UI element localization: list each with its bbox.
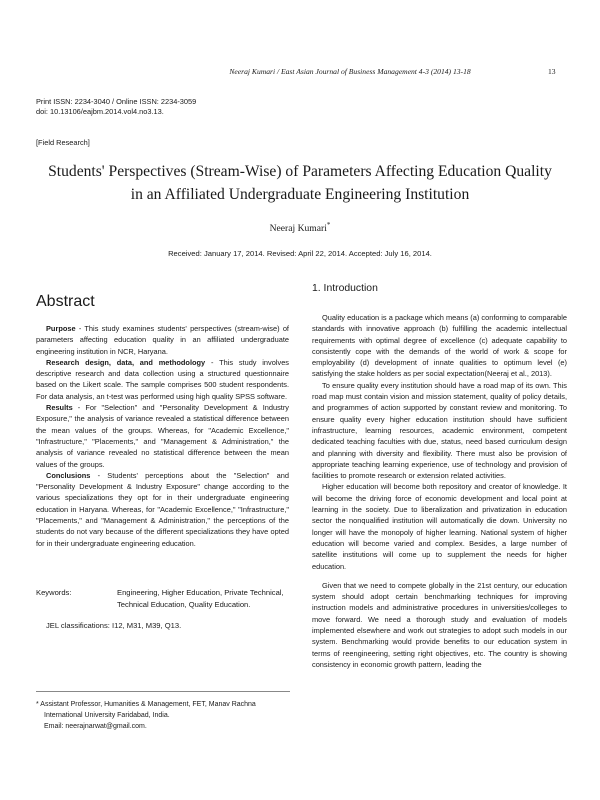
jel-classifications (46, 621, 181, 630)
purpose-label: Purpose (46, 324, 76, 333)
abstract-purpose (36, 323, 289, 357)
conclusions-text: - Students' perceptions about the "Selection" and "Personality Development & Industry Exposure" change according to the various specializations they opt for in their undergraduate engineering education in Haryana. Whereas, for "Academic Excellence," "Infrastructure," "Placements," and "Management & Administration," the perceptions of the students do not vary because of the different specializations they have opted for in their undergraduate engineering education. (36, 470, 289, 548)
purpose-text: - This study examines students' perspectives (stream-wise) of parameters affecting education quality in an affiliated undergraduate engineering institution in NCR, Haryana. (36, 324, 289, 356)
intro-paragraph-1: Quality education is a package which means (a) conforming to comparable standards with innovative approach (b) fulfilling the academic intellectual requirements with optimal degree of excellence (c) adequate capability to consistently cope with the demands of the world of work & scope for employability (d) development of innate qualities to optimum level (e) satisfying the stake holders as per social expectation(Neeraj et al., 2013). (312, 313, 567, 379)
intro-paragraph-4: Given that we need to compete globally in the 21st century, our education system should adopt certain benchmarking techniques for improving instruction models and administrative procedures in universities/colleges to move forward. We need a thorough study and evaluation of models implemented elsewhere and work out strategies to adopt such models in our system. Benchmarking would provide benefits to our education system in terms of reengineering, setting right objectives, etc. The country is showing consistency in economic growth pattern, leading the (312, 580, 567, 669)
footnote-line-2: International University Faridabad, India. (44, 712, 170, 719)
title-line-2: in an Affiliated Undergraduate Engineering Institution (130, 186, 470, 203)
conclusions-label: Conclusions (46, 470, 91, 480)
abstract-results (36, 402, 289, 470)
author-footnote-mark: * (326, 221, 331, 229)
paper-title (36, 160, 564, 206)
keywords-label: Keywords: (36, 588, 72, 597)
doi-line: doi: 10.13106/eajbm.2014.vol4.no3.13. (36, 107, 164, 116)
page-number: 13 (548, 67, 556, 76)
results-label: Results (46, 403, 73, 413)
design-text: - This study involves descriptive research and data collection using a structured questionnaire based on the Likert scale. The sample comprises 500 student respondents. For data analysis, an t-test was performed using high quality SPSS software. (36, 357, 289, 401)
footnote-line-1: * Assistant Professor, Humanities & Management, FET, Manav Rachna (36, 701, 256, 708)
design-label: Research design, data, and methodology (46, 357, 206, 367)
abstract-heading: Abstract (36, 293, 95, 310)
issn-line: Print ISSN: 2234-3040 / Online ISSN: 2234-3059 (36, 97, 197, 106)
running-header: Neeraj Kumari / East Asian Journal of Business Management 4-3 (2014) 13-18 (229, 67, 471, 76)
introduction-heading: 1. Introduction (312, 283, 378, 294)
jel-label: JEL classifications: (46, 621, 110, 630)
keywords-line-1: Engineering, Higher Education, Private Technical, (117, 588, 284, 597)
author-footnote (36, 699, 296, 732)
keywords (36, 587, 289, 610)
intro-paragraph-3: Higher education will become both repository and creator of knowledge. It will become the driving force of economic development and local point at learning in the society. Due to liberalization and privatization in education sector the nonqualified institution will automatically die down. University no longer will have the monopoly of higher learning. National system of higher education will become varied and complex. Besides, a large number of satellite institutions will come up to supplement the needs for higher education. (312, 482, 567, 571)
author-name: Neeraj Kumari (269, 223, 327, 235)
intro-paragraph-2: To ensure quality every institution should have a road map of its own. This road map must contain vision and mission statement, quality of policy details, and programmes of action supported by constant review and monitoring. To ensure quality every higher education institution should have sufficient infrastructure, learning resources, academic environment, competent dedicated teaching faculties with due, status, need based curriculum design and planning with diversity and flexibility. There must also be provision of appropriate teaching learning experience, use of technology and provision of facilities to promote research or extension related activities. (312, 380, 567, 481)
submission-dates: Received: January 17, 2014. Revised: April 22, 2014. Accepted: July 16, 2014. (168, 249, 432, 258)
abstract-conclusions (36, 470, 289, 549)
author (0, 221, 600, 234)
keywords-line-2: Technical Education, Quality Education. (117, 599, 251, 609)
jel-text: I12, M31, M39, Q13. (109, 621, 182, 630)
title-line-1: Students' Perspectives (Stream-Wise) of Parameters Affecting Education Quality (48, 163, 552, 180)
footnote-divider (36, 691, 290, 692)
results-text: - For "Selection" and "Personality Development & Industry Exposure," the analysis of variance revealed a statistical difference between the mean values of the groups. Whereas, for "Academic Excellence," "Infrastructure," "Placements," and "Management & Administration," the analysis of variance revealed no statistical difference between the mean values of the groups. (36, 403, 289, 469)
field-label: [Field Research] (36, 138, 90, 147)
introduction-body (312, 312, 567, 670)
footnote-email: Email: neerajnarwat@gmail.com. (44, 723, 147, 730)
abstract-body (36, 323, 289, 549)
abstract-design (36, 357, 289, 402)
